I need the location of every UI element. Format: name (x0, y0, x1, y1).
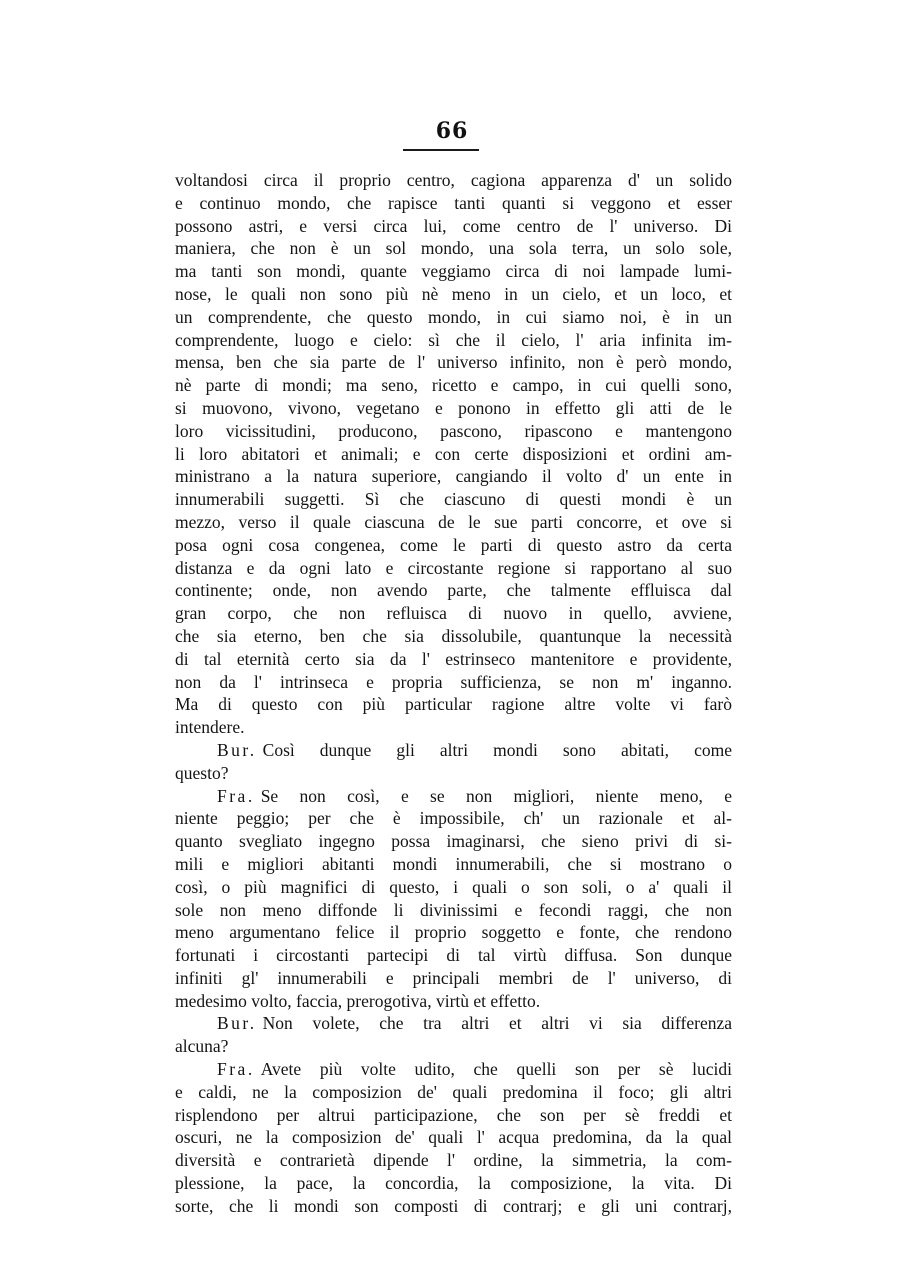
text-line (175, 739, 732, 762)
line-text: mensa, ben che sia parte de l' universo infinito, non è però mondo, (175, 352, 732, 373)
text-line (175, 762, 732, 785)
line-text: sorte, che li mondi son composti di contrarj; e gli uni contrarj, (175, 1195, 732, 1216)
text-line (175, 397, 732, 420)
line-text: maniera, che non è un sol mondo, una sola terra, un solo sole, (175, 238, 732, 259)
text-line (175, 716, 732, 739)
speaker-label: Fra. (217, 785, 255, 806)
text-line (175, 1126, 732, 1149)
line-text: Ma di questo con più particular ragione altre volte vi farò (175, 694, 732, 715)
text-line (175, 465, 732, 488)
line-text: comprendente, luogo e cielo: sì che il cielo, l' aria infinita im- (175, 329, 732, 350)
line-text: sole non meno diffonde li divinissimi e fecondi raggi, che non (175, 899, 732, 920)
line-text: oscuri, ne la composizion de' quali l' acqua predomina, da la qual (175, 1127, 732, 1148)
line-text: plessione, la pace, la concordia, la composizione, la vita. Di (175, 1173, 732, 1194)
text-line (175, 557, 732, 580)
line-text: che sia eterno, ben che sia dissolubile, quantunque la necessità (175, 625, 732, 646)
line-text: nose, le quali non sono più nè meno in un cielo, et un loco, et (175, 283, 732, 304)
line-text: risplendono per altrui participazione, che son per sè freddi et (175, 1104, 732, 1125)
text-line (175, 944, 732, 967)
text-line (175, 921, 732, 944)
line-text: infiniti gl' innumerabili e principali membri de l' universo, di (175, 967, 732, 988)
text-line (175, 876, 732, 899)
line-text: meno argumentano felice il proprio soggetto e fonte, che rendono (175, 922, 732, 943)
line-text: e continuo mondo, che rapisce tanti quanti si veggono et esser (175, 192, 732, 213)
line-text: e caldi, ne la composizion de' quali predomina il foco; gli altri (175, 1081, 732, 1102)
line-text: alcuna? (175, 1036, 229, 1057)
line-text: niente peggio; per che è impossibile, ch' un razionale et al- (175, 808, 732, 829)
line-text: voltandosi circa il proprio centro, cagiona apparenza d' un solido (175, 170, 732, 190)
text-line (175, 237, 732, 260)
text-line (175, 1195, 732, 1218)
text-line (175, 260, 732, 283)
text-line (175, 488, 732, 511)
line-text: Non volete, che tra altri et altri vi sia differenza (262, 1013, 732, 1034)
text-line (175, 625, 732, 648)
text-line (175, 306, 732, 329)
line-text: continente; onde, non avendo parte, che talmente effluisca dal (175, 580, 732, 601)
text-line (175, 1104, 732, 1127)
text-line (175, 785, 732, 808)
text-line (175, 283, 732, 306)
text-line (175, 967, 732, 990)
line-text: così, o più magnifici di questo, i quali o son soli, o a' quali il (175, 876, 732, 897)
line-text: di tal eternità certo sia da l' estrinseco mantenitore e providente, (175, 648, 732, 669)
line-text: ma tanti son mondi, quante veggiamo circa di noi lampade lumi- (175, 261, 732, 282)
line-text: possono astri, e versi circa lui, come centro de l' universo. Di (175, 215, 732, 236)
header-rule (403, 149, 479, 151)
line-text: loro vicissitudini, producono, pascono, ripascono e mantengono (175, 420, 732, 441)
body-text (175, 169, 732, 1218)
line-text: intendere. (175, 717, 245, 738)
text-line (175, 351, 732, 374)
speaker-label: Bur. (217, 1013, 257, 1034)
line-text: Se non così, e se non migliori, niente meno, e (260, 785, 732, 806)
line-text: mili e migliori abitanti mondi innumerabili, che si mostrano o (175, 853, 732, 874)
text-line (175, 1081, 732, 1104)
line-text: mezzo, verso il quale ciascuna de le sue parti concorre, et ove si (175, 511, 732, 532)
text-line (175, 671, 732, 694)
text-line (175, 169, 732, 192)
text-line (175, 853, 732, 876)
text-line (175, 1012, 732, 1035)
line-text: ministrano a la natura superiore, cangiando il volto d' un ente in (175, 466, 732, 487)
text-line (175, 215, 732, 238)
page-number: 66 (435, 118, 469, 144)
line-text: non da l' intrinseca e propria sufficienza, se non m' inganno. (175, 671, 732, 692)
text-line (175, 420, 732, 443)
text-line (175, 807, 732, 830)
text-line (175, 511, 732, 534)
text-line (175, 899, 732, 922)
text-line (175, 1149, 732, 1172)
text-line (175, 1172, 732, 1195)
line-text: quanto svegliato ingegno possa imaginarsi, che sieno privi di si- (175, 831, 732, 852)
text-line (175, 1058, 732, 1081)
line-text: nè parte di mondi; ma seno, ricetto e campo, in cui quelli sono, (175, 375, 732, 396)
text-line (175, 648, 732, 671)
text-line (175, 192, 732, 215)
line-text: questo? (175, 762, 229, 783)
line-text: distanza e da ogni lato e circostante regione si rapportano al suo (175, 557, 732, 578)
line-text: medesimo volto, faccia, prerogotiva, virtù et effetto. (175, 990, 541, 1011)
line-text: Avete più volte udito, che quelli son per sè lucidi (260, 1059, 732, 1080)
text-line (175, 443, 732, 466)
text-line (175, 602, 732, 625)
line-text: Così dunque gli altri mondi sono abitati, come (262, 739, 732, 760)
text-line (175, 374, 732, 397)
text-line (175, 534, 732, 557)
text-line (175, 579, 732, 602)
line-text: fortunati i circostanti partecipi di tal virtù diffusa. Son dunque (175, 945, 732, 966)
line-text: diversità e contrarietà dipende l' ordine, la simmetria, la com- (175, 1150, 732, 1171)
line-text: gran corpo, che non refluisca di nuovo in quello, avviene, (175, 603, 732, 624)
line-text: si muovono, vivono, vegetano e ponono in effetto gli atti de le (175, 397, 732, 418)
text-line (175, 693, 732, 716)
text-line (175, 830, 732, 853)
text-line (175, 1035, 732, 1058)
line-text: innumerabili suggetti. Sì che ciascuno di questi mondi è un (175, 489, 732, 510)
speaker-label: Bur. (217, 739, 257, 760)
line-text: un comprendente, che questo mondo, in cui siamo noi, è in un (175, 306, 732, 327)
text-line (175, 990, 732, 1013)
text-line (175, 329, 732, 352)
line-text: li loro abitatori et animali; e con certe disposizioni et ordini am- (175, 443, 732, 464)
speaker-label: Fra. (217, 1059, 255, 1080)
line-text: posa ogni cosa congenea, come le parti di questo astro da certa (175, 534, 732, 555)
